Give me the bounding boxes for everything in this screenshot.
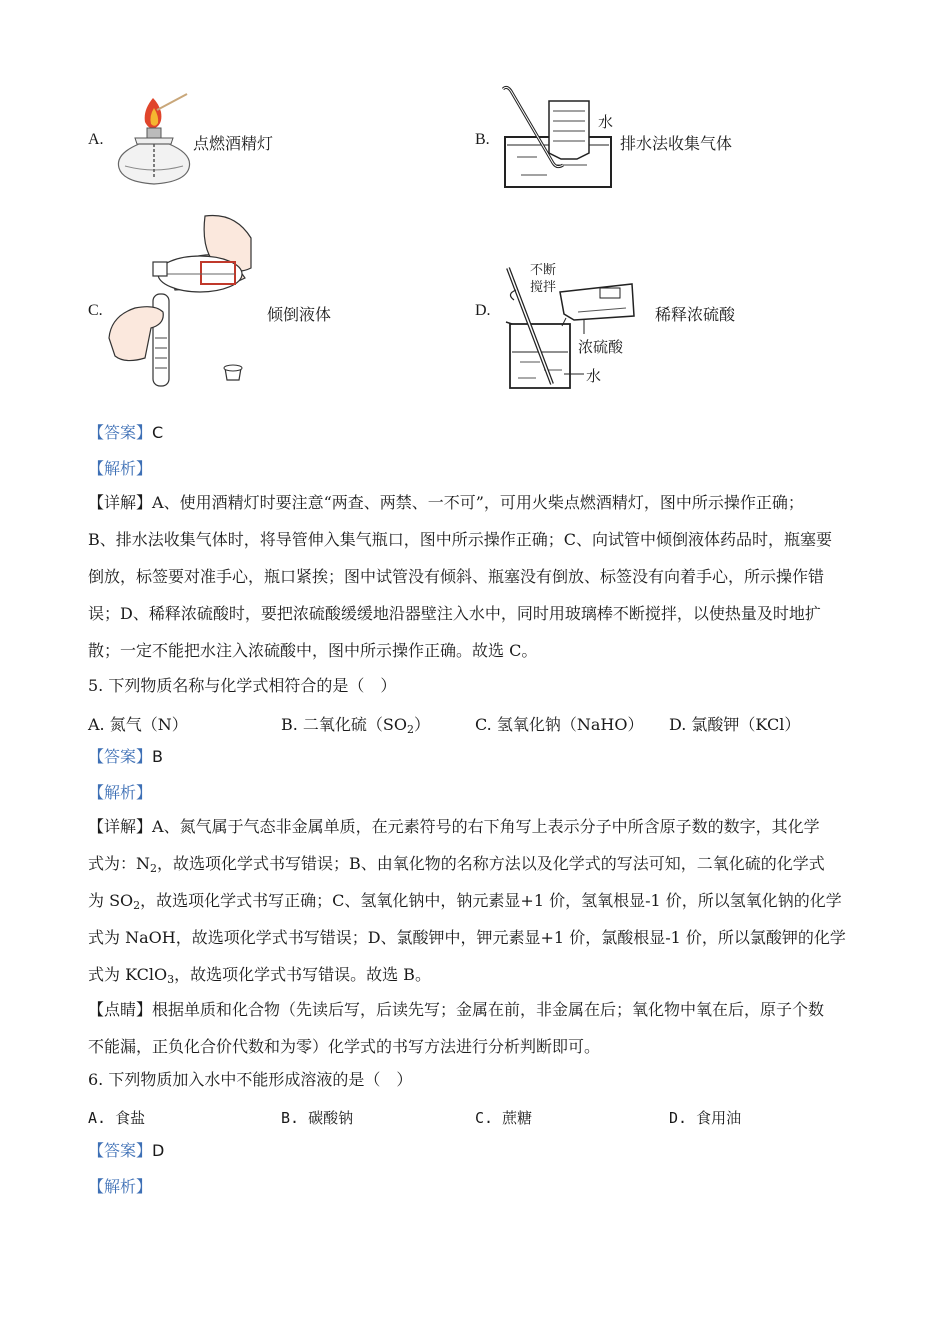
stir-label-2: 搅拌 (530, 280, 557, 295)
q5-analysis-tag: 【解析】 (88, 783, 153, 802)
water-label-d: 水 (586, 367, 602, 385)
q5-option-d: D. 氯酸钾（KCl） (669, 715, 801, 734)
q6-option-a: A. 食盐 (88, 1109, 146, 1127)
q4-analysis-tag: 【解析】 (88, 459, 153, 478)
q6-option-d: D. 食用油 (669, 1109, 742, 1127)
option-a-caption: 点燃酒精灯 (193, 134, 274, 153)
option-c-letter: C. (88, 302, 103, 319)
option-c-caption: 倾倒液体 (267, 305, 332, 324)
pouring-liquid-figure (105, 208, 255, 390)
q6-analysis-tag: 【解析】 (88, 1177, 153, 1196)
q5-option-b: B. 二氧化硫$(SO_2)$ (281, 715, 431, 736)
q4-detail-line-2: B、排水法收集气体时，将导管伸入集气瓶口，图中所示操作正确；C、向试管中倾倒液体药品时，瓶塞要 (88, 530, 833, 549)
q5-detail-line-2: 式为：$N_2$，故选项化学式书写错误；B、由氧化物的名称方法以及化学式的写法可知，二氧化硫的化学式 (88, 854, 825, 875)
acid-label: 浓硫酸 (578, 338, 624, 356)
q5-option-c: C. 氢氧化钠（NaHO） (475, 715, 644, 734)
q4-answer (88, 423, 868, 443)
q4-detail-line-5: 散；一定不能把水注入浓硫酸中，图中所示操作正确。故选 C。 (88, 641, 538, 660)
q5-option-a: A. 氮气（N） (88, 715, 188, 734)
dilution-figure (500, 262, 652, 392)
q6-answer: 【答案】D (88, 1141, 165, 1160)
water-displacement-figure (497, 85, 617, 191)
q5-detail-line-4: 式为 NaOH，故选项化学式书写错误；D、氯酸钾中，钾元素显+1 价，氯酸根显-1 价，所以氯酸钾的化学 (88, 928, 846, 947)
q4-detail-line-3: 倒放，标签要对准手心，瓶口紧挨；图中试管没有倾斜、瓶塞没有倒放、标签没有向着手心，所示操作错 (88, 567, 825, 586)
stir-label-1: 不断 (530, 263, 557, 278)
option-d-letter: D. (475, 302, 491, 319)
q4-detail-line-1: 【详解】A、使用酒精灯时要注意“两查、两禁、一不可”，可用火柴点燃酒精灯，图中所示操作正确； (88, 493, 804, 512)
option-d-caption: 稀释浓硫酸 (655, 305, 736, 324)
q5-stem: 5. 下列物质名称与化学式相符合的是（ ） (88, 676, 397, 695)
option-b-caption: 排水法收集气体 (620, 134, 733, 153)
answer-tag: 【答案】 (88, 423, 153, 442)
q5-detail-line-1: 【详解】A、氮气属于气态非金属单质，在元素符号的右下角写上表示分子中所含原子数的数字，其化学 (88, 817, 820, 836)
q6-option-c: C. 蔗糖 (475, 1109, 533, 1127)
q5-tip-line-1: 【点睛】根据单质和化合物（先读后写，后读先写；金属在前，非金属在后；氧化物中氧在后，原子个数 (88, 1000, 825, 1019)
water-label-b: 水 (598, 113, 614, 131)
q4-detail-line-4: 误；D、稀释浓硫酸时，要把浓硫酸缓缓地沿器壁注入水中，同时用玻璃棒不断搅拌，以使热量及时地扩 (88, 604, 821, 623)
answer-value: C (152, 423, 164, 442)
q5-answer: 【答案】B (88, 747, 163, 766)
q5-detail-line-3: 为 $SO_2$，故选项化学式书写正确；C、氢氧化钠中，钠元素显+1 价，氢氧根显-1 价，所以氢氧化钠的化学 (88, 891, 842, 912)
q5-detail-line-5: 式为 KClO$_3$，故选项化学式书写错误。故选 B。 (88, 965, 431, 986)
option-b-letter: B. (475, 131, 490, 148)
option-a-letter: A. (88, 131, 104, 148)
q6-option-b: B. 碳酸钠 (281, 1109, 354, 1127)
q6-stem: 6. 下列物质加入水中不能形成溶液的是（ ） (88, 1070, 413, 1089)
alcohol-lamp-figure (105, 88, 195, 192)
q5-tip-line-2: 不能漏，正负化合价代数和为零）化学式的书写方法进行分析判断即可。 (88, 1037, 601, 1056)
